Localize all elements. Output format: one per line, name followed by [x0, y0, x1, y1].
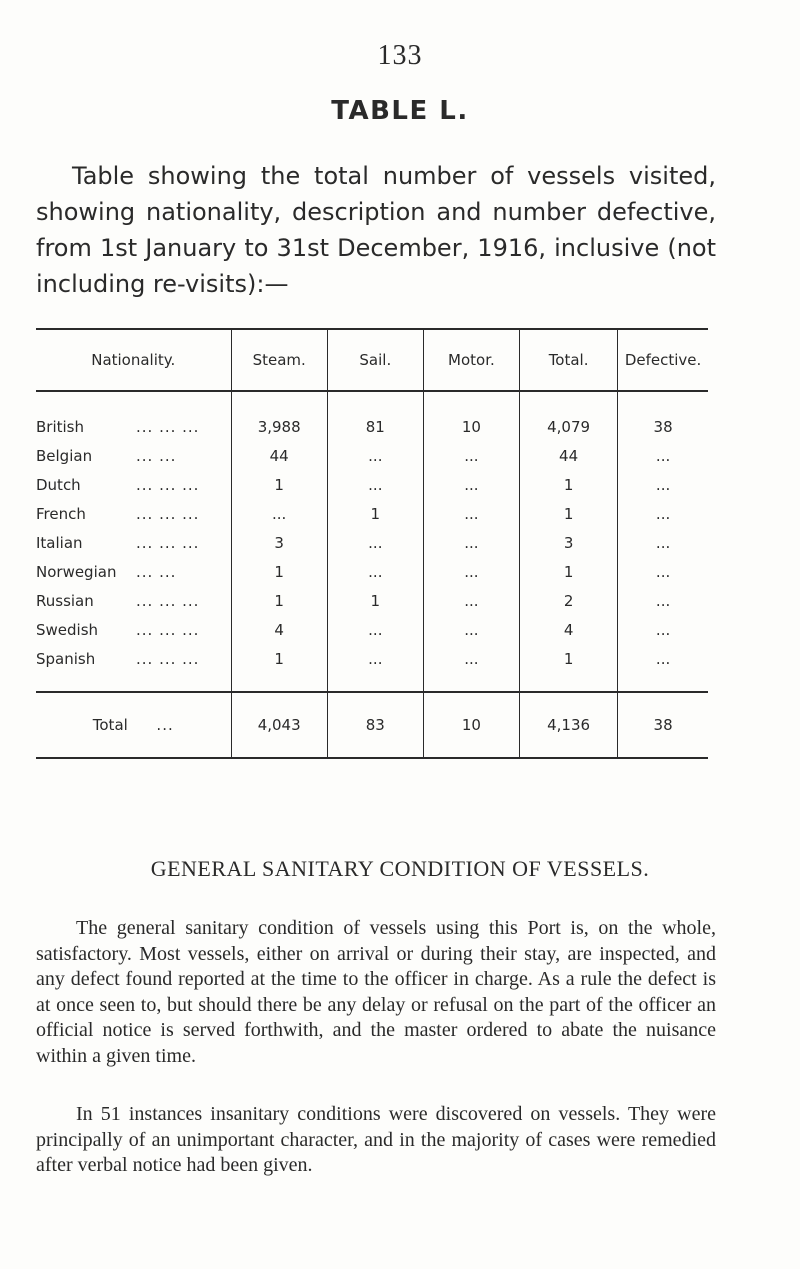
- cell-defective: ...: [618, 470, 708, 499]
- cell-total: 44: [520, 441, 618, 470]
- cell-total: 2: [520, 586, 618, 615]
- cell-total: 4: [520, 615, 618, 644]
- cell-steam: 1: [231, 557, 327, 586]
- cell-total: 3: [520, 528, 618, 557]
- cell-steam: 1: [231, 644, 327, 692]
- cell-motor: ...: [423, 499, 519, 528]
- dot-leader: ... ... ...: [136, 533, 200, 552]
- cell-total: 1: [520, 470, 618, 499]
- cell-steam: 1: [231, 470, 327, 499]
- table-row: [36, 441, 708, 470]
- cell-motor: ...: [423, 557, 519, 586]
- total-defective: 38: [618, 692, 708, 758]
- cell-sail: ...: [327, 470, 423, 499]
- table-row: [36, 499, 708, 528]
- cell-sail: ...: [327, 615, 423, 644]
- dot-leader: ... ... ...: [136, 417, 200, 436]
- header-nationality: Nationality.: [36, 329, 231, 391]
- nationality-name: Dutch: [36, 475, 81, 494]
- cell-total: 1: [520, 499, 618, 528]
- dot-leader: ... ... ...: [136, 591, 200, 610]
- nationality-cell: [36, 615, 231, 644]
- nationality-name: British: [36, 417, 84, 436]
- total-steam: 4,043: [231, 692, 327, 758]
- nationality-name: Belgian: [36, 446, 93, 465]
- table-row: [36, 470, 708, 499]
- table-title: TABLE L.: [331, 96, 469, 126]
- cell-defective: ...: [618, 586, 708, 615]
- nationality-name: Spanish: [36, 649, 96, 668]
- table-caption: Table showing the total number of vessels visited, showing nationality, description and number defective, from 1st January to 31st December, 1916, inclusive (not including re-visits):—: [36, 162, 716, 298]
- cell-sail: ...: [327, 557, 423, 586]
- table-row: [36, 391, 708, 441]
- cell-sail: ...: [327, 644, 423, 692]
- cell-defective: ...: [618, 557, 708, 586]
- nationality-cell: [36, 644, 231, 692]
- cell-motor: ...: [423, 644, 519, 692]
- cell-steam: 1: [231, 586, 327, 615]
- nationality-cell: [36, 586, 231, 615]
- cell-sail: 1: [327, 586, 423, 615]
- total-label-cell: [36, 692, 231, 758]
- section-heading: GENERAL SANITARY CONDITION OF VESSELS.: [150, 856, 650, 881]
- table-row: [36, 528, 708, 557]
- nationality-cell: [36, 441, 231, 470]
- header-steam: Steam.: [231, 329, 327, 391]
- cell-steam: 44: [231, 441, 327, 470]
- cell-motor: ...: [423, 586, 519, 615]
- nationality-cell: [36, 528, 231, 557]
- cell-motor: ...: [423, 528, 519, 557]
- paragraph-insanitary-instances: In 51 instances insanitary conditions were discovered on vessels. They were principally of an unimportant character, and in the majority of cases were remedied after verbal notice had been given.: [36, 1103, 716, 1176]
- dot-leader: ... ...: [136, 446, 177, 465]
- cell-sail: 1: [327, 499, 423, 528]
- dot-leader: ... ... ...: [136, 620, 200, 639]
- nationality-name: Russian: [36, 591, 94, 610]
- cell-sail: ...: [327, 528, 423, 557]
- dot-leader: ... ...: [136, 562, 177, 581]
- cell-defective: ...: [618, 499, 708, 528]
- total-sail: 83: [327, 692, 423, 758]
- cell-defective: ...: [618, 528, 708, 557]
- cell-defective: ...: [618, 441, 708, 470]
- cell-defective: ...: [618, 615, 708, 644]
- table-row: [36, 586, 708, 615]
- header-defective: Defective.: [618, 329, 708, 391]
- nationality-cell: [36, 499, 231, 528]
- cell-defective: 38: [618, 391, 708, 441]
- table-row: [36, 557, 708, 586]
- nationality-name: Swedish: [36, 620, 99, 639]
- vessels-table: [36, 328, 708, 759]
- table-row: [36, 615, 708, 644]
- cell-total: 1: [520, 557, 618, 586]
- nationality-cell: [36, 391, 231, 441]
- dot-leader: ... ... ...: [136, 504, 200, 523]
- paragraph-general-condition: The general sanitary condition of vessels using this Port is, on the whole, satisfactory. Most vessels, either on arrival or during their stay, are inspected, and any defect found reported at the time to the officer in charge. As a rule the defect is at once seen to, but should there be any delay or refusal on the part of the officer an official notice is served forthwith, and the master ordered to abate the nuisance within a given time.: [36, 917, 716, 1067]
- cell-motor: ...: [423, 441, 519, 470]
- cell-sail: 81: [327, 391, 423, 441]
- nationality-name: Italian: [36, 533, 83, 552]
- total-total: 4,136: [520, 692, 618, 758]
- cell-steam: ...: [231, 499, 327, 528]
- cell-motor: ...: [423, 470, 519, 499]
- header-motor: Motor.: [423, 329, 519, 391]
- cell-motor: ...: [423, 615, 519, 644]
- cell-total: 4,079: [520, 391, 618, 441]
- cell-total: 1: [520, 644, 618, 692]
- total-row: [36, 692, 708, 758]
- cell-sail: ...: [327, 441, 423, 470]
- cell-steam: 4: [231, 615, 327, 644]
- table-header-row: [36, 329, 708, 391]
- total-leader: ...: [156, 716, 174, 734]
- page-number: 133: [377, 40, 423, 71]
- cell-steam: 3,988: [231, 391, 327, 441]
- header-sail: Sail.: [327, 329, 423, 391]
- cell-motor: 10: [423, 391, 519, 441]
- cell-steam: 3: [231, 528, 327, 557]
- cell-defective: ...: [618, 644, 708, 692]
- nationality-cell: [36, 557, 231, 586]
- total-motor: 10: [423, 692, 519, 758]
- nationality-name: Norwegian: [36, 562, 117, 581]
- dot-leader: ... ... ...: [136, 475, 200, 494]
- nationality-name: French: [36, 504, 86, 523]
- header-total: Total.: [520, 329, 618, 391]
- dot-leader: ... ... ...: [136, 649, 200, 668]
- nationality-cell: [36, 470, 231, 499]
- total-label: Total: [92, 716, 128, 734]
- table-row: [36, 644, 708, 692]
